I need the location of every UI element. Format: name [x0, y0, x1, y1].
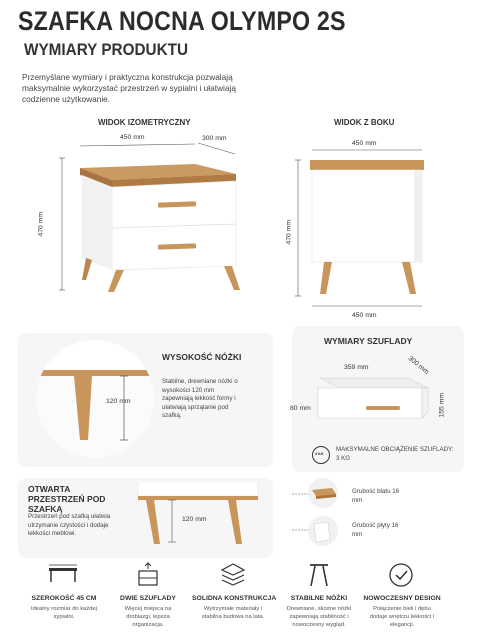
layers-icon [220, 562, 246, 588]
drawer-depth-dim: 300 mm [406, 354, 430, 377]
open-space-title: OTWARTA PRZESTRZEŃ POD SZAFKĄ [28, 484, 106, 514]
leg-height-title: WYSOKOŚĆ NÓŻKI [162, 352, 242, 362]
drawer-title: WYMIARY SZUFLADY [324, 336, 413, 346]
isometric-cabinet-drawing [37, 140, 255, 300]
intro-text: Przemyślane wymiary i praktyczna konstrukcja pozwalają maksymalnie wykorzystać przestrzeń w sypialni i ułatwiają codzienne użytkowanie. [22, 72, 236, 104]
leg-zoom-drawing [36, 340, 154, 458]
feature-width-title: SZEROKOŚĆ 45 CM [31, 595, 97, 602]
drawer-height-left-dim: 80 mm [290, 405, 311, 412]
feature-width-desc: Idealny rozmiar do każdej sypialni. [30, 606, 98, 620]
feature-legs-title: STABILNE NÓŻKI [290, 595, 348, 602]
drawer-drawing [310, 372, 440, 432]
materials-connectors [290, 486, 350, 536]
drawer-load-text: MAKSYMALNE OBCIĄŻENIE SZUFLADY: 3 KG [336, 446, 454, 462]
drawer-height-right-dim: 155 mm [438, 392, 446, 418]
leg-zoom-circle [36, 340, 154, 458]
feature-construction-desc: Wytrzymałe materiały i stabilna budowa na lata. [201, 606, 265, 620]
open-space-dim: 120 mm [182, 516, 207, 523]
side-width-bottom-dim: 450 mm [352, 312, 377, 319]
open-space-desc: Przestrzeń pod szafką ułatwia utrzymanie czystości i dodaje lekkości meblowi. [28, 513, 111, 538]
isometric-label: WIDOK IZOMETRYCZNY [98, 118, 191, 127]
top-thickness-text: Grubość blatu 16 mm [352, 488, 400, 504]
feature-drawers-desc: Więcej miejsca na drobiazgi, lepsza organizacja. [124, 606, 172, 628]
drawers-icon [136, 562, 160, 588]
drawer-width-dim: 359 mm [344, 364, 369, 371]
width-icon [46, 564, 80, 584]
leg-height-desc: Stabilne, drewniane nóżki o wysokości 120 mm zapewniają lekkość formy i ułatwiają sprzątanie pod szafką. [162, 378, 238, 420]
feature-design-title: NOWOCZESNY DESIGN [363, 595, 441, 602]
iso-depth-dim: 300 mm [202, 135, 227, 142]
leg-icon [306, 562, 332, 588]
side-width-top-dim: 450 mm [352, 140, 377, 147]
leg-height-dim: 120 mm [106, 398, 131, 405]
feature-legs-desc: Drewniane, skośne nóżki zapewniają stabilność i nowoczesny wygląd. [286, 606, 352, 628]
feature-design-desc: Połączenie bieli i dębu dodaje wnętrzu lekkości i elegancji. [369, 606, 435, 628]
page-title: SZAFKA NOCNA OLYMPO 2S [18, 6, 346, 36]
weight-icon-text: 3 KG [315, 452, 324, 456]
side-view-drawing [290, 148, 440, 318]
feature-construction-title: SOLIDNA KONSTRUKCJA [192, 595, 277, 602]
iso-width-dim: 450 mm [120, 134, 145, 141]
page-subtitle: WYMIARY PRODUKTU [24, 40, 189, 59]
board-thickness-text: Grubość płyty 16 mm [352, 522, 399, 538]
check-icon [388, 562, 414, 588]
side-height-dim: 470 mm [285, 219, 293, 245]
iso-height-dim: 470 mm [37, 211, 45, 237]
feature-drawers-title: DWIE SZUFLADY [120, 595, 176, 602]
side-view-label: WIDOK Z BOKU [334, 118, 395, 127]
